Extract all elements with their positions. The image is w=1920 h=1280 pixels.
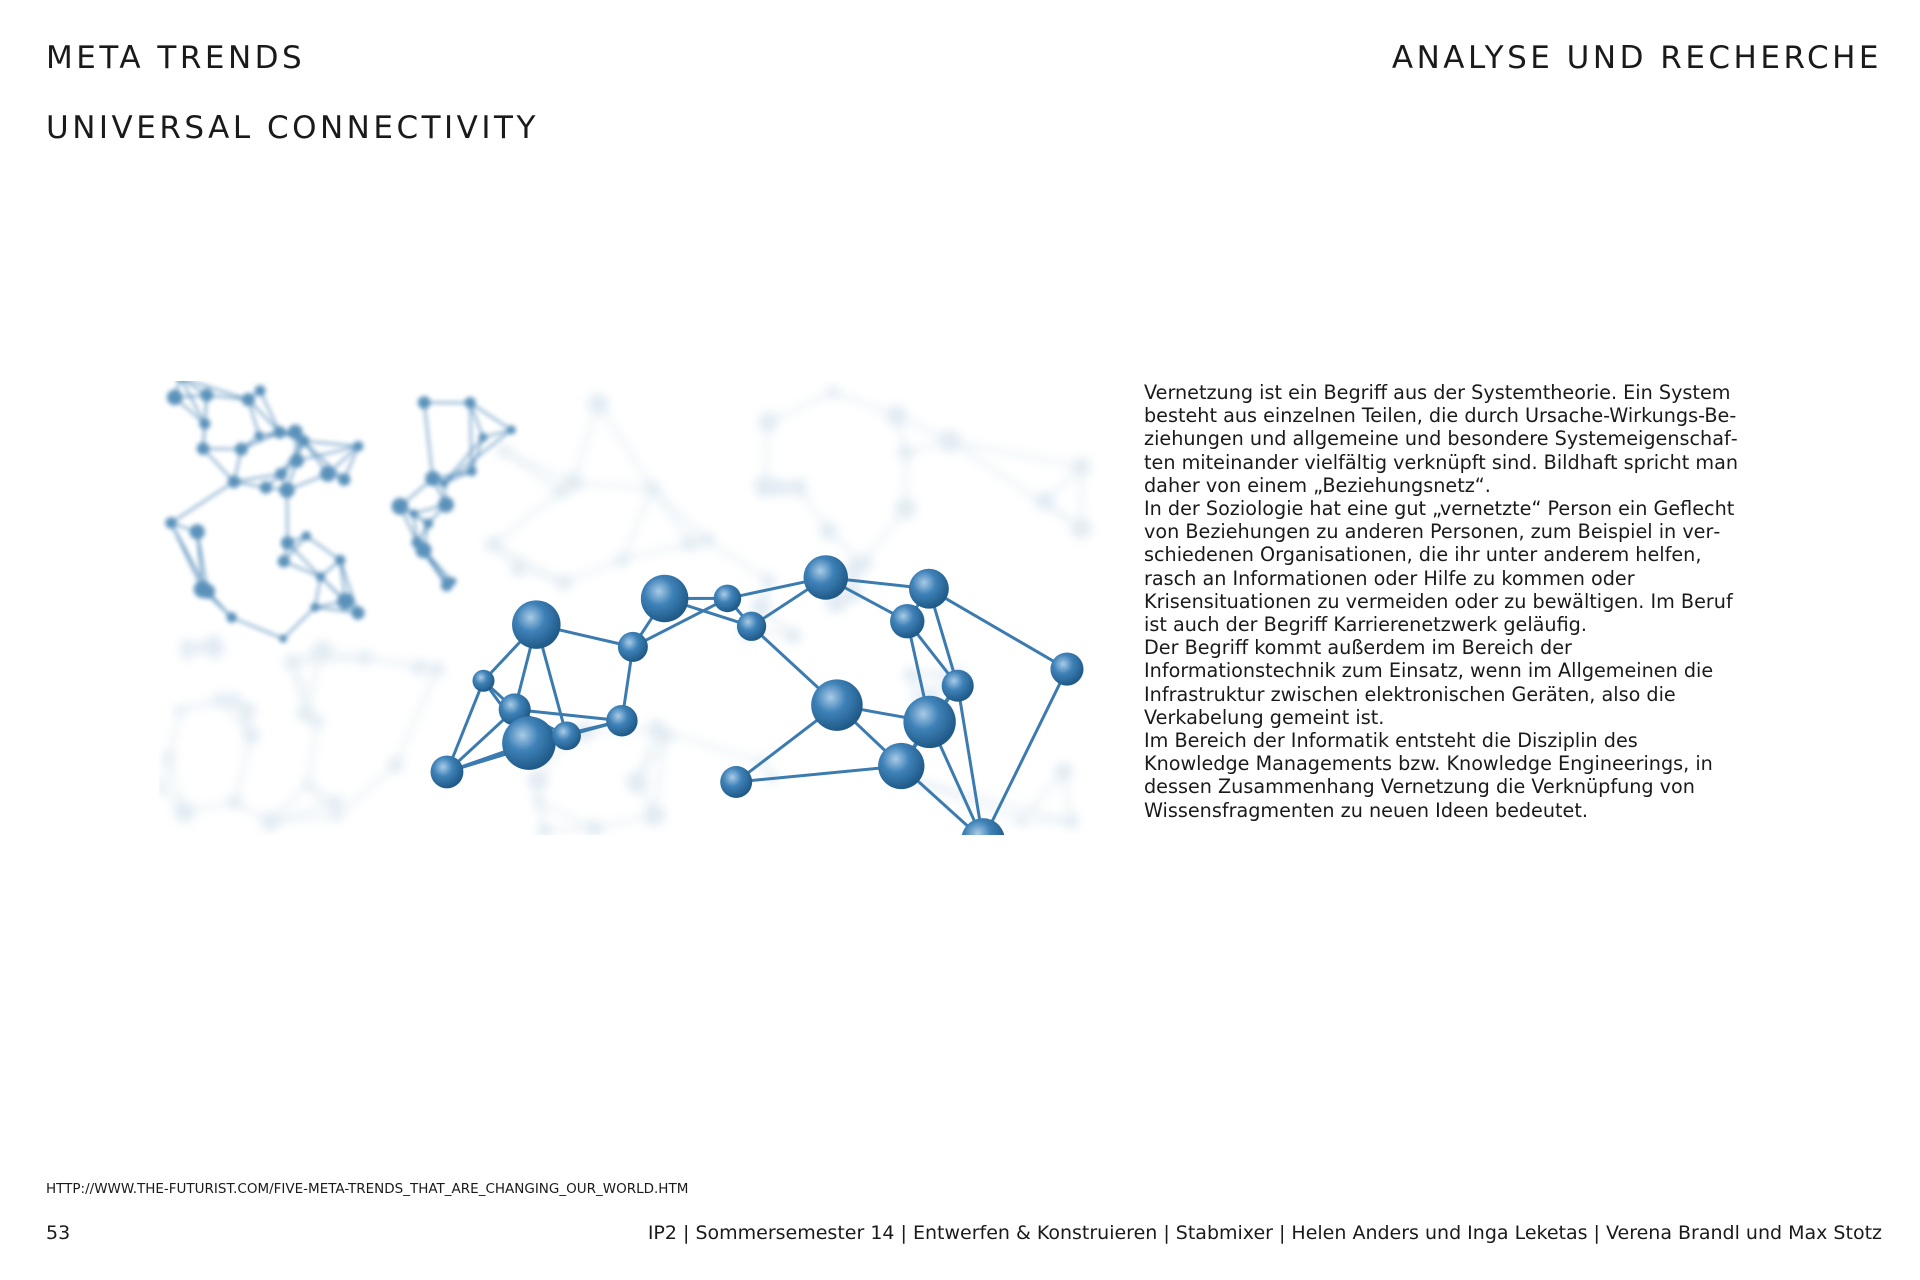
network-node: [803, 555, 848, 600]
network-node: [618, 632, 648, 662]
network-node: [588, 393, 609, 414]
network-node: [903, 696, 955, 748]
network-edge: [260, 391, 280, 433]
network-edge: [653, 488, 690, 543]
network-edge: [297, 446, 358, 460]
network-edge: [573, 404, 598, 483]
network-node: [714, 585, 742, 613]
network-node: [316, 572, 325, 581]
network-node: [284, 654, 300, 670]
network-node: [909, 569, 949, 609]
network-node: [278, 555, 290, 567]
network-node: [466, 466, 476, 476]
network-node: [497, 444, 511, 458]
network-node: [645, 481, 661, 497]
network-sphere-image: [159, 381, 1111, 835]
network-node: [167, 390, 183, 406]
network-edge: [493, 544, 564, 582]
network-edge: [303, 441, 358, 446]
network-node: [819, 522, 837, 540]
paragraph-3: Der Begriff kommt außerdem im Bereich der Informationstechnik zum Einsatz, wenn im Allgemeinen die Infrastruktur zwischen elektronischen Geräten, also die Verkabelung gemeint ist.: [1144, 636, 1714, 729]
network-node: [616, 553, 630, 567]
network-node: [279, 482, 294, 497]
paragraph-1: Vernetzung ist ein Begriff aus der Systemtheorie. Ein System besteht aus einzelnen Teilen, die durch Ursache-Wirkungs-Beziehungen und allgemeine und besondere Systemeigenschaften miteinander vielfältig verknüpft sind. Bildhaft spricht man daher von einem „Beziehungsnetz“.: [1144, 381, 1738, 497]
network-edge: [171, 482, 234, 523]
network-edge: [232, 617, 284, 638]
network-node: [281, 536, 294, 549]
network-node: [1064, 814, 1079, 829]
network-node: [165, 517, 177, 529]
network-node: [213, 693, 228, 708]
network-edge: [736, 766, 901, 782]
network-node: [335, 555, 346, 566]
network-node: [537, 823, 552, 835]
network-node: [886, 405, 907, 426]
network-node: [312, 641, 333, 662]
network-node: [441, 577, 452, 588]
network-node: [699, 532, 714, 547]
network-node: [1071, 518, 1092, 539]
network-edge: [768, 392, 833, 422]
network-edge: [424, 403, 433, 479]
network-edge: [287, 490, 288, 543]
network-node: [297, 707, 312, 722]
network-node: [1050, 653, 1083, 686]
network-node: [279, 635, 287, 643]
network-node: [358, 650, 373, 665]
network-node: [552, 721, 581, 750]
network-node: [464, 397, 475, 408]
network-node: [351, 606, 364, 619]
network-edge: [444, 437, 483, 483]
network-node: [207, 635, 220, 648]
network-edge: [504, 451, 573, 483]
network-node: [939, 430, 961, 452]
source-url: HTTP://WWW.THE-FUTURIST.COM/FIVE-META-TRENDS_THAT_ARE_CHANGING_OUR_WORLD.HTM: [46, 1181, 689, 1197]
network-edge: [598, 404, 652, 489]
paragraph-4: Im Bereich der Informatik entsteht die Disziplin des Knowledge Managements bzw. Knowledge Engineerings, in dessen Zusammenhang Vernetzung die Verknüpfung von Wissensfragmenten zu neuen Ideen bedeutet.: [1144, 729, 1713, 822]
network-node: [942, 670, 974, 702]
network-node: [425, 471, 440, 486]
network-node: [310, 603, 319, 612]
network-node: [255, 431, 264, 440]
network-node: [310, 714, 324, 728]
network-node: [785, 627, 801, 643]
network-node: [200, 389, 213, 402]
network-node: [297, 435, 309, 447]
network-node: [895, 498, 916, 519]
network-node: [961, 818, 1005, 835]
network-node: [242, 393, 255, 406]
network-edge: [707, 540, 768, 581]
network-node: [1055, 763, 1073, 781]
network-edge: [337, 765, 395, 817]
network-edge: [898, 776, 1071, 822]
network-node: [511, 560, 527, 576]
network-node: [229, 692, 241, 704]
network-node: [1015, 815, 1027, 827]
network-node: [556, 575, 572, 591]
network-node: [332, 812, 342, 822]
network-node: [681, 535, 697, 551]
network-node: [507, 425, 516, 434]
network-edge: [622, 543, 689, 559]
network-node: [761, 573, 775, 587]
network-edge: [396, 669, 438, 765]
network-node: [337, 593, 354, 610]
network-node: [181, 649, 192, 660]
network-node: [626, 772, 648, 794]
network-node: [239, 702, 256, 719]
network-node: [320, 466, 336, 482]
network-node: [243, 727, 260, 744]
network-edge: [493, 492, 560, 545]
network-node: [898, 445, 914, 461]
network-node: [388, 757, 403, 772]
network-node: [190, 524, 205, 539]
network-node: [827, 386, 839, 398]
network-node: [175, 704, 186, 715]
network-node: [533, 796, 544, 807]
network-node: [418, 396, 431, 409]
network-node: [759, 412, 778, 431]
network-node: [162, 751, 175, 764]
network-node: [641, 575, 689, 623]
section-title: ANALYSE UND RECHERCHE: [1391, 40, 1882, 76]
network-node: [423, 519, 433, 529]
network-edge: [308, 721, 317, 784]
network-node: [527, 770, 548, 791]
network-node: [564, 473, 583, 492]
network-node: [854, 554, 872, 572]
network-edge: [235, 736, 251, 802]
network-node: [502, 716, 556, 770]
network-node: [1035, 492, 1054, 511]
network-edge: [180, 381, 204, 424]
network-edge: [653, 488, 707, 539]
network-node: [409, 509, 418, 518]
network-node: [260, 481, 272, 493]
page-number: 53: [46, 1222, 71, 1244]
network-node: [430, 662, 445, 677]
network-node: [255, 385, 266, 396]
network-node: [440, 479, 449, 488]
network-edge: [470, 403, 511, 430]
network-node: [275, 468, 287, 480]
body-text: [1144, 381, 1740, 822]
network-node: [485, 536, 501, 552]
network-edge: [169, 710, 180, 757]
network-node: [226, 612, 237, 623]
page-title: META TRENDS: [46, 40, 306, 76]
network-node: [199, 418, 210, 429]
network-node: [789, 479, 807, 497]
network-edge: [288, 543, 321, 577]
network-node: [479, 433, 488, 442]
network-node: [438, 497, 454, 513]
network-node: [412, 660, 428, 676]
network-node: [606, 705, 637, 736]
network-node: [644, 804, 666, 826]
network-node: [890, 604, 924, 638]
network-node: [273, 426, 286, 439]
network-edge: [306, 536, 340, 560]
network-node: [737, 612, 766, 641]
network-node: [811, 679, 863, 731]
network-node: [472, 670, 494, 692]
network-node: [290, 454, 304, 468]
footer-credits: IP2 | Sommersemester 14 | Entwerfen & Konstruieren | Stabmixer | Helen Anders und Inga Leketas | Verena Brandl und Max Stotz: [647, 1222, 1882, 1244]
page-subtitle: UNIVERSAL CONNECTIVITY: [46, 110, 539, 146]
network-node: [302, 531, 311, 540]
network-node: [431, 755, 464, 788]
network-edge: [654, 736, 665, 816]
network-node: [200, 584, 215, 599]
network-node: [353, 441, 364, 452]
network-node: [773, 480, 790, 497]
network-node: [303, 779, 314, 790]
network-edge: [203, 449, 234, 482]
network-node: [878, 743, 924, 789]
network-edge: [564, 560, 623, 583]
network-edge: [283, 607, 315, 638]
network-node: [338, 473, 351, 486]
network-node: [1072, 458, 1090, 476]
network-node: [648, 720, 666, 738]
network-node: [392, 498, 409, 515]
network-node: [174, 802, 195, 823]
network-edge: [573, 483, 652, 489]
paragraph-2: In der Soziologie hat eine gut „vernetzte“ Person ein Geflecht von Beziehungen zu anderen Personen, zum Beispiel in verschiedenen Organisationen, die ihr unter anderem helfen, rasch an Informationen oder Hilfe zu kommen oder Krisensituationen zu vermeiden oder zu bewältigen. Im Beruf ist auch der Begriff Karrierenetzwerk geläufig.: [1144, 497, 1735, 637]
network-edge: [365, 658, 420, 668]
network-node: [197, 442, 210, 455]
network-node: [227, 795, 242, 810]
network-node: [228, 475, 241, 488]
network-node: [329, 795, 343, 809]
network-node: [512, 600, 561, 649]
network-node: [261, 812, 280, 831]
network-node: [411, 537, 422, 548]
network-node: [720, 766, 752, 798]
network-node: [586, 820, 603, 835]
network-edge: [622, 488, 652, 559]
network-node: [235, 443, 248, 456]
